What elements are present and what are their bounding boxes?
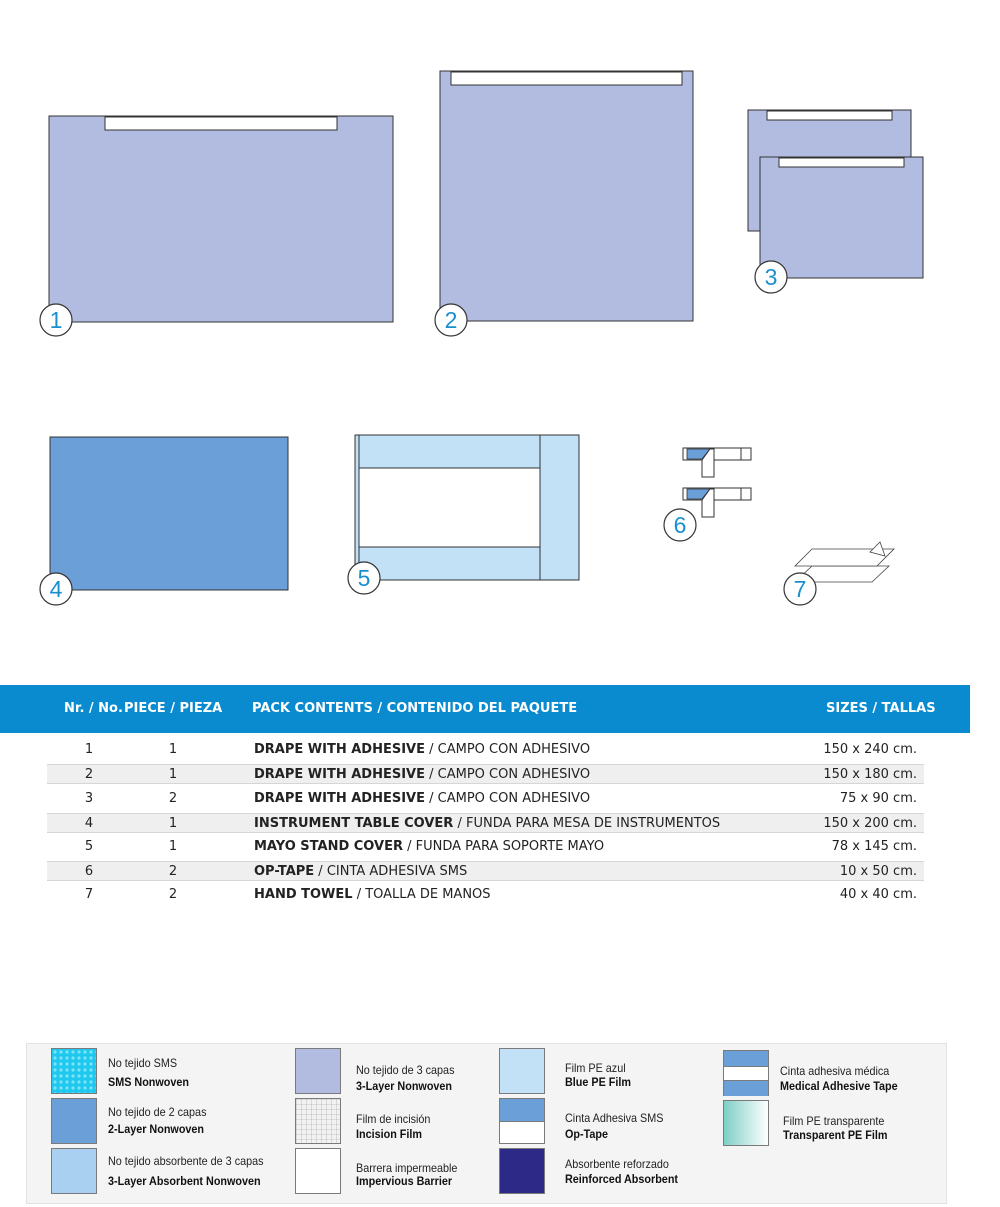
item-number-badge (348, 562, 380, 594)
swatch-3-layer-nonwoven (295, 1048, 341, 1094)
cell-no: 1 (84, 742, 94, 757)
table-row (47, 764, 924, 784)
cell-contents (254, 839, 604, 854)
legend-label-en: 3-Layer Absorbent Nonwoven (108, 1174, 261, 1188)
cell-piece: 1 (168, 839, 178, 854)
swatch-blue-pe-film (499, 1048, 545, 1094)
legend-label-es: No tejido de 3 capas (356, 1063, 455, 1077)
cell-size: 150 x 240 cm. (823, 742, 917, 757)
cell-piece: 1 (168, 742, 178, 757)
legend-label-es: Absorbente reforzado (565, 1157, 669, 1171)
item-number-label: 1 (49, 307, 63, 333)
cell-contents (254, 791, 590, 806)
cell-name-en: HAND TOWEL (254, 887, 353, 902)
header-contents: PACK CONTENTS / CONTENIDO DEL PAQUETE (252, 701, 578, 716)
cell-name-en: OP-TAPE (254, 864, 315, 879)
swatch-sms-nonwoven (51, 1048, 97, 1094)
cell-name-es: / CAMPO CON ADHESIVO (425, 742, 591, 757)
swatch-op-tape (499, 1098, 545, 1144)
drape-1 (49, 116, 393, 322)
cell-name-en: DRAPE WITH ADHESIVE (254, 742, 425, 757)
cell-name-en: DRAPE WITH ADHESIVE (254, 767, 425, 782)
cell-name-es: / CAMPO CON ADHESIVO (425, 767, 591, 782)
legend-label-es: No tejido absorbente de 3 capas (108, 1154, 264, 1168)
cell-size: 75 x 90 cm. (839, 791, 917, 806)
cell-name-en: INSTRUMENT TABLE COVER (254, 816, 454, 831)
cell-size: 150 x 200 cm. (823, 816, 917, 831)
legend-label-es: Cinta Adhesiva SMS (565, 1111, 664, 1125)
cell-name-en: MAYO STAND COVER (254, 839, 403, 854)
legend-label-en: Op-Tape (565, 1127, 609, 1141)
legend-label-en: Impervious Barrier (356, 1174, 453, 1188)
legend-label-en: 2-Layer Nonwoven (108, 1122, 205, 1136)
cell-name-es: / FUNDA PARA MESA DE INSTRUMENTOS (453, 816, 721, 831)
op-tape (683, 448, 751, 517)
legend-label-es: No tejido de 2 capas (108, 1105, 207, 1119)
swatch-reinforced-absorbent (499, 1148, 545, 1194)
swatch-impervious-barrier (295, 1148, 341, 1194)
table-row (47, 861, 924, 881)
item-number-badge (40, 304, 72, 336)
cell-size: 10 x 50 cm. (839, 864, 917, 879)
swatch-medical-adhesive-tape (723, 1050, 769, 1096)
cell-contents (254, 864, 467, 879)
cell-no: 6 (84, 864, 94, 879)
item-number-label: 5 (357, 565, 371, 591)
item-number-badge (755, 261, 787, 293)
cell-piece: 1 (168, 816, 178, 831)
material-legend (26, 1043, 947, 1204)
legend-label-es: Barrera impermeable (356, 1161, 458, 1175)
cell-piece: 2 (168, 864, 178, 879)
cell-size: 78 x 145 cm. (831, 839, 917, 854)
header-no: Nr. / No. (64, 701, 123, 716)
swatch-transparent-pe-film (723, 1100, 769, 1146)
drape-2 (440, 71, 693, 321)
cell-contents (254, 887, 491, 902)
table-row (47, 837, 924, 859)
table-header (0, 685, 970, 733)
cell-name-es: / CAMPO CON ADHESIVO (425, 791, 591, 806)
legend-label-es: Cinta adhesiva médica (780, 1064, 890, 1078)
cell-contents (254, 767, 590, 782)
header-sizes: SIZES / TALLAS (826, 701, 936, 716)
header-piece: PIECE / PIEZA (124, 701, 223, 716)
cell-contents (254, 816, 720, 831)
cell-no: 4 (84, 816, 94, 831)
cell-piece: 2 (168, 887, 178, 902)
legend-label-es: Film de incisión (356, 1112, 431, 1126)
item-number-label: 4 (49, 576, 63, 602)
instrument-table-cover (50, 437, 288, 590)
cell-size: 150 x 180 cm. (823, 767, 917, 782)
item-number-badge (784, 573, 816, 605)
table-row (47, 885, 924, 907)
item-number-badge (435, 304, 467, 336)
legend-label-en: Transparent PE Film (783, 1128, 888, 1142)
cell-no: 5 (84, 839, 94, 854)
legend-label-en: SMS Nonwoven (108, 1075, 190, 1089)
cell-piece: 1 (168, 767, 178, 782)
item-number-label: 7 (793, 576, 807, 602)
drape-3 (748, 110, 923, 278)
cell-no: 7 (84, 887, 94, 902)
cell-size: 40 x 40 cm. (839, 887, 917, 902)
cell-name-es: / FUNDA PARA SOPORTE MAYO (402, 839, 605, 854)
swatch-2-layer-nonwoven (51, 1098, 97, 1144)
swatch-3-layer-absorbent (51, 1148, 97, 1194)
cell-no: 2 (84, 767, 94, 782)
legend-label-en: 3-Layer Nonwoven (356, 1079, 453, 1093)
cell-piece: 2 (168, 791, 178, 806)
item-number-badge (664, 509, 696, 541)
mayo-stand-cover (355, 435, 579, 580)
table-row (47, 813, 924, 833)
legend-label-es: Film PE azul (565, 1061, 626, 1075)
cell-name-en: DRAPE WITH ADHESIVE (254, 791, 425, 806)
item-number-label: 6 (673, 512, 687, 538)
legend-label-en: Blue PE Film (565, 1075, 632, 1089)
cell-contents (254, 742, 590, 757)
legend-label-en: Incision Film (356, 1127, 423, 1141)
table-row (47, 740, 924, 762)
table-row (47, 789, 924, 811)
item-number-badge (40, 573, 72, 605)
swatch-incision-film (295, 1098, 341, 1144)
legend-label-es: No tejido SMS (108, 1056, 178, 1070)
item-number-label: 2 (444, 307, 458, 333)
legend-label-en: Medical Adhesive Tape (780, 1079, 898, 1093)
legend-label-en: Reinforced Absorbent (565, 1172, 679, 1186)
cell-no: 3 (84, 791, 94, 806)
cell-name-es: / TOALLA DE MANOS (352, 887, 491, 902)
legend-label-es: Film PE transparente (783, 1114, 885, 1128)
item-number-label: 3 (764, 264, 778, 290)
cell-name-es: / CINTA ADHESIVA SMS (314, 864, 468, 879)
